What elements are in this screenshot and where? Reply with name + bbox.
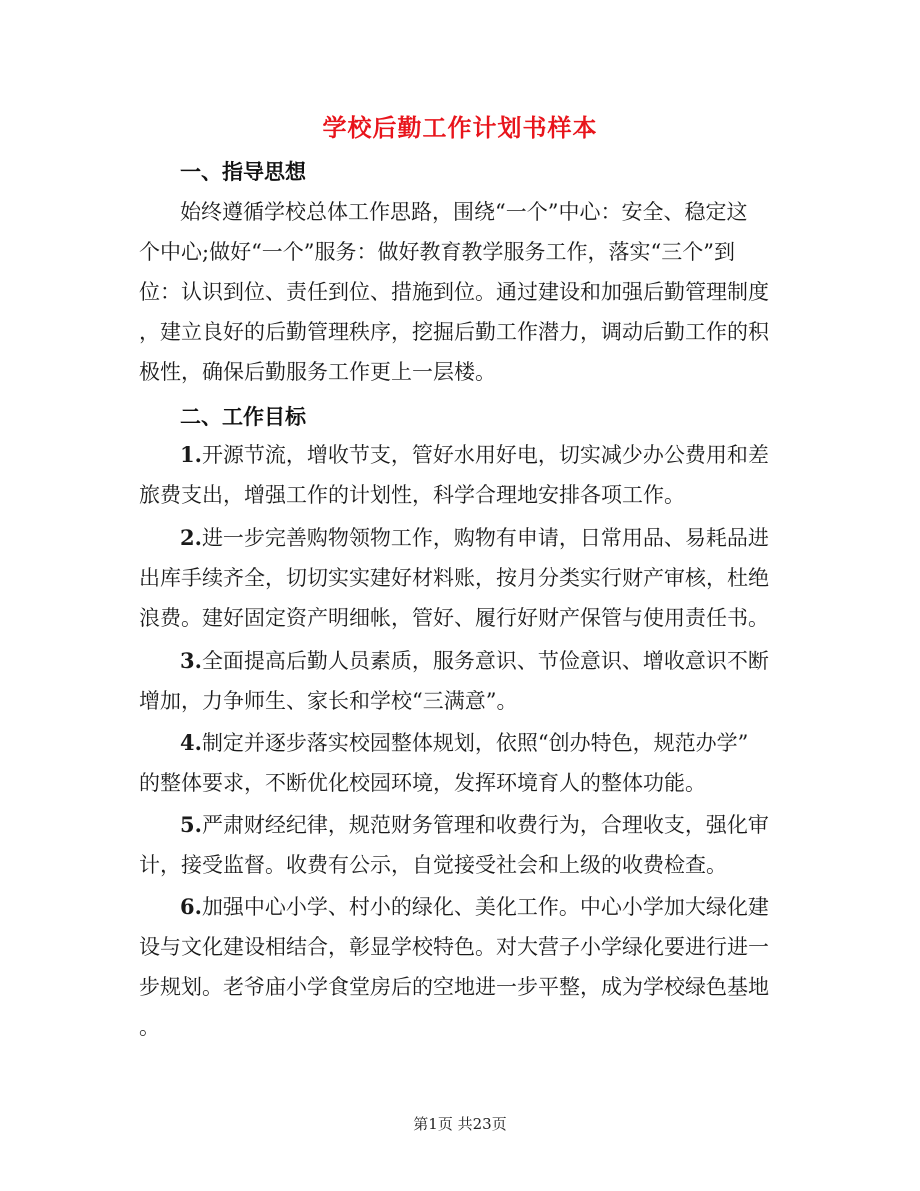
paragraph-line: 增加，力争师生、家长和学校“三满意”。	[139, 689, 518, 713]
section-heading-work-goals: 二、工作目标	[180, 404, 306, 429]
paragraph-line: 设与文化建设相结合，彰显学校特色。对大营子小学绿化要进行进一	[139, 935, 769, 959]
item-text: 加强中心小学、村小的绿化、美化工作。中心小学加大绿化建	[201, 895, 769, 919]
goal-item-4	[139, 723, 779, 803]
paragraph-line	[139, 805, 779, 845]
paragraph-line: 的整体要求，不断优化校园环境，发挥环境育人的整体功能。	[139, 771, 706, 795]
paragraph-line: 始终遵循学校总体工作思路，围绕“一个”中心：安全、稳定这	[180, 200, 748, 224]
paragraph-line	[139, 723, 779, 763]
paragraph-line: 旅费支出，增强工作的计划性，科学合理地安排各项工作。	[139, 483, 685, 507]
section-heading-guiding-ideology: 一、指导思想	[180, 159, 306, 184]
item-text: 开源节流，增收节支，管好水用好电，切实减少办公费用和差	[201, 443, 769, 467]
item-number: 2.	[180, 525, 202, 550]
goal-item-3	[139, 641, 779, 721]
item-number: 3.	[180, 648, 202, 673]
paragraph-line: 计，接受监督。收费有公示，自觉接受社会和上级的收费检查。	[139, 853, 727, 877]
paragraph-line: 。	[139, 1015, 160, 1039]
paragraph-line: 个中心;做好“一个”服务：做好教育教学服务工作，落实“三个”到	[139, 240, 736, 264]
paragraph-line	[139, 641, 779, 681]
paragraph-line: 步规划。老爷庙小学食堂房后的空地进一步平整，成为学校绿色基地	[139, 975, 769, 999]
item-number: 1.	[180, 442, 202, 467]
paragraph-line	[139, 435, 779, 475]
goal-item-1	[139, 435, 779, 515]
paragraph-line	[139, 887, 779, 927]
paragraph-line: ，建立良好的后勤管理秩序，挖掘后勤工作潜力，调动后勤工作的积	[139, 320, 769, 344]
item-text: 进一步完善购物领物工作，购物有申请，日常用品、易耗品进	[201, 526, 769, 550]
document-title: 学校后勤工作计划书样本	[322, 113, 598, 142]
item-text: 严肃财经纪律，规范财务管理和收费行为，合理收支，强化审	[201, 813, 769, 837]
paragraph-line: 位：认识到位、责任到位、措施到位。通过建设和加强后勤管理制度	[139, 280, 769, 304]
paragraph-line	[139, 518, 779, 558]
paragraph-guiding-ideology	[139, 192, 779, 392]
page-number-footer: 第1页 共23页	[413, 1115, 507, 1133]
paragraph-line: 极性，确保后勤服务工作更上一层楼。	[139, 360, 496, 384]
goal-item-5	[139, 805, 779, 885]
item-number: 6.	[180, 894, 202, 919]
paragraph-line: 浪费。建好固定资产明细帐，管好、履行好财产保管与使用责任书。	[139, 606, 769, 630]
item-text: 制定并逐步落实校园整体规划，依照“创办特色，规范办学”	[201, 731, 749, 755]
paragraph-line: 出库手续齐全，切切实实建好材料账，按月分类实行财产审核，杜绝	[139, 566, 769, 590]
goal-item-2	[139, 518, 779, 638]
item-text: 全面提高后勤人员素质，服务意识、节俭意识、增收意识不断	[201, 649, 769, 673]
item-number: 4.	[180, 730, 202, 755]
item-number: 5.	[180, 812, 202, 837]
goal-item-6	[139, 887, 779, 1047]
